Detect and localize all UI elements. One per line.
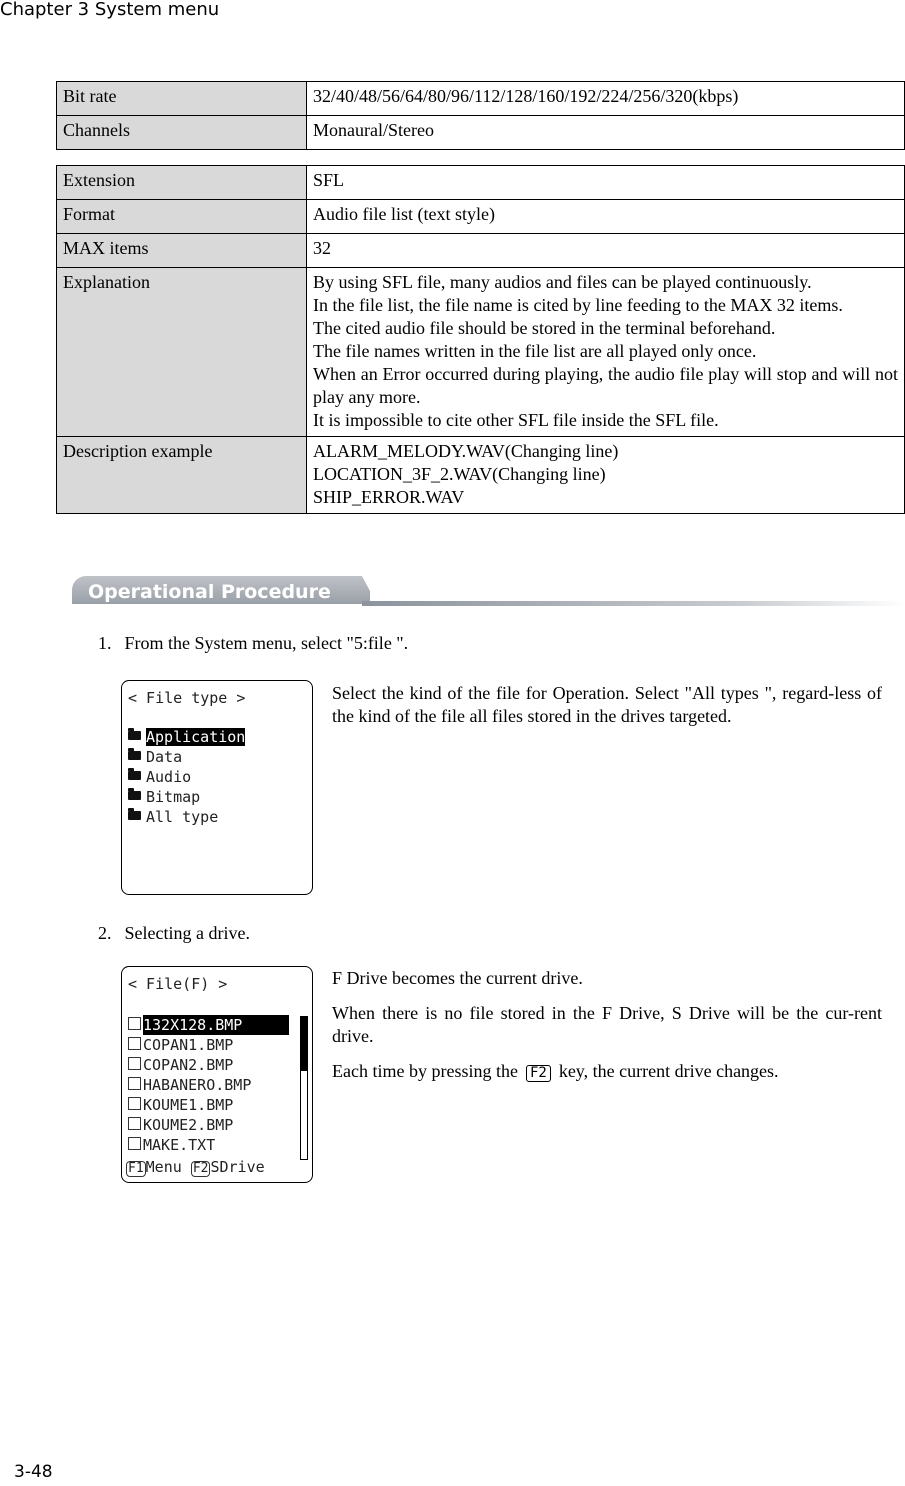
folder-icon: [128, 811, 141, 820]
description-text: When there is no file stored in the F Drive, S Drive will be the cur-rent drive.: [332, 1003, 882, 1046]
example-line: LOCATION_3F_2.WAV(Changing line): [313, 464, 606, 484]
explanation-line: The file names written in the file list are all played only once.: [313, 341, 757, 361]
table-value: SFL: [307, 166, 905, 200]
list-item-label: All type: [146, 808, 219, 826]
step-text: From the System menu, select "5:file ".: [124, 633, 409, 653]
example-cell: [307, 437, 905, 514]
description-text: F Drive becomes the current drive.: [332, 968, 583, 988]
table-key: Extension: [57, 166, 307, 200]
step-text: Selecting a drive.: [124, 923, 250, 943]
description-text: [332, 1060, 882, 1083]
explanation-line: When an Error occurred during playing, the audio file play will stop and will not play any more.: [313, 364, 898, 407]
table-key: Format: [57, 200, 307, 234]
list-item[interactable]: [128, 1115, 289, 1135]
table-value: 32: [307, 234, 905, 268]
explanation-line: In the file list, the file name is cited by line feeding to the MAX 32 items.: [313, 295, 843, 315]
description-fragment: key, the current drive changes.: [558, 1061, 779, 1081]
list-item-label: Data: [146, 748, 183, 766]
chapter-header: Chapter 3 System menu: [0, 0, 220, 20]
step-number: 1.: [98, 633, 112, 653]
list-item[interactable]: [128, 807, 245, 827]
folder-icon: [128, 791, 141, 800]
heading-label: Operational Procedure: [88, 581, 331, 603]
list-item[interactable]: [128, 747, 245, 767]
f2-key-icon: F2: [526, 1065, 551, 1082]
step-2: [98, 922, 250, 944]
step-number: 2.: [98, 923, 112, 943]
table-value: Monaural/Stereo: [307, 116, 905, 150]
screen-file-type: [121, 680, 313, 895]
file-icon: [128, 1077, 141, 1090]
explanation-line: It is impossible to cite other SFL file inside the SFL file.: [313, 410, 719, 430]
list-item-label: MAKE.TXT: [143, 1136, 216, 1154]
list-item-label: COPAN2.BMP: [143, 1056, 234, 1074]
explanation-cell: [307, 268, 905, 437]
file-type-list: [128, 727, 245, 827]
file-icon: [128, 1057, 141, 1070]
file-icon: [128, 1117, 141, 1130]
table-key: Description example: [57, 437, 307, 514]
list-item[interactable]: [128, 767, 245, 787]
step-2-description: [332, 967, 882, 1095]
screen-file-drive: [121, 966, 313, 1183]
table-row: [57, 116, 905, 150]
table-row: [57, 437, 905, 514]
f2-key-icon[interactable]: F2: [192, 1161, 209, 1176]
spec-table-sfl: [56, 165, 905, 514]
file-icon: [128, 1037, 141, 1050]
softkey-label-menu: Menu: [145, 1158, 182, 1176]
list-item-label: 132X128.BMP: [143, 1015, 289, 1035]
heading-rule: [362, 601, 905, 606]
table-key: Channels: [57, 116, 307, 150]
screen-title: < File(F) >: [128, 975, 228, 993]
softkey-bar: [126, 1158, 265, 1177]
list-item[interactable]: [128, 1135, 289, 1155]
list-item[interactable]: [128, 1095, 289, 1115]
f1-key-icon[interactable]: F1: [128, 1161, 144, 1176]
list-item-label: HABANERO.BMP: [143, 1076, 252, 1094]
explanation-line: By using SFL file, many audios and files can be played continuously.: [313, 272, 812, 292]
table-key: MAX items: [57, 234, 307, 268]
list-item-label: Application: [146, 728, 246, 746]
step-1-description: [332, 682, 882, 740]
list-item[interactable]: [128, 1055, 289, 1075]
description-text: Select the kind of the file for Operation. Select "All types ", regard-less of the kind of the file all files stored in the drives targeted.: [332, 683, 882, 726]
table-row: [57, 268, 905, 437]
section-heading-operational-procedure: [72, 576, 905, 610]
folder-icon: [128, 751, 141, 760]
table-row: [57, 82, 905, 116]
table-row: [57, 234, 905, 268]
explanation-line: The cited audio file should be stored in the terminal beforehand.: [313, 318, 776, 338]
list-item-label: COPAN1.BMP: [143, 1036, 234, 1054]
list-item[interactable]: [128, 1015, 289, 1035]
list-item-label: KOUME1.BMP: [143, 1096, 234, 1114]
table-row: [57, 166, 905, 200]
page-number: 3-48: [14, 1462, 53, 1482]
softkey-label-sdrive: SDrive: [210, 1158, 265, 1176]
list-item-label: Bitmap: [146, 788, 201, 806]
file-icon: [128, 1137, 141, 1150]
spec-table-audio: [56, 81, 905, 150]
table-value: Audio file list (text style): [307, 200, 905, 234]
folder-icon: [128, 731, 141, 740]
list-item[interactable]: [128, 1075, 289, 1095]
screen-title: < File type >: [128, 689, 246, 707]
list-item[interactable]: [128, 727, 245, 747]
list-item-label: Audio: [146, 768, 192, 786]
description-fragment: Each time by pressing the: [332, 1061, 518, 1081]
list-item[interactable]: [128, 787, 245, 807]
table-value: 32/40/48/56/64/80/96/112/128/160/192/224/256/320(kbps): [307, 82, 905, 116]
file-icon: [128, 1097, 141, 1110]
example-line: SHIP_ERROR.WAV: [313, 487, 465, 507]
step-1: [98, 632, 408, 654]
scrollbar-thumb[interactable]: [301, 1017, 307, 1071]
table-key: Bit rate: [57, 82, 307, 116]
list-item[interactable]: [128, 1035, 289, 1055]
list-item-label: KOUME2.BMP: [143, 1116, 234, 1134]
scrollbar[interactable]: [300, 1016, 308, 1160]
file-list: [128, 1015, 289, 1155]
example-line: ALARM_MELODY.WAV(Changing line): [313, 441, 619, 461]
folder-icon: [128, 771, 141, 780]
table-row: [57, 200, 905, 234]
file-icon: [128, 1017, 141, 1030]
table-key: Explanation: [57, 268, 307, 437]
